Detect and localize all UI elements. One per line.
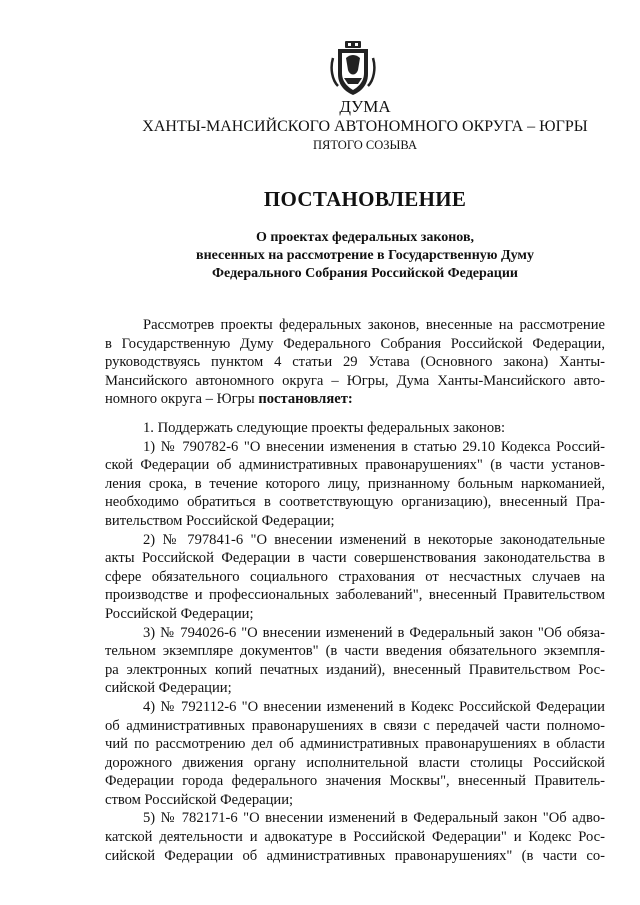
text-line: производстве и профессиональных заболеваний", внесенный Правительством xyxy=(105,587,605,604)
text-line: акты Российской Федерации в части совершенствования законодательства в xyxy=(105,550,605,567)
text-line: 2) № 797841-6 "О внесении изменений в некоторые законодательные xyxy=(143,531,605,548)
text-line: 1) № 790782-6 "О внесении изменения в статью 29.10 Кодекса Россий- xyxy=(143,438,605,455)
text-line: чий по рассмотрению дел об административных правонарушениях в области xyxy=(105,736,605,753)
text-line: ством Российской Федерации; xyxy=(105,791,294,808)
text-line: необходимо обратиться в соответствующую организацию), внесенный Пра- xyxy=(105,494,605,511)
text-line: ра электронных копий печатных изданий), внесенный Правительством Рос- xyxy=(105,661,605,678)
text-line: дорожного движения органу исполнительной власти столицы Российской xyxy=(105,754,605,771)
text-line: вительством Российской Федерации; xyxy=(105,512,335,529)
text-line: сийской Федерации об административных правонарушениях" (в части со- xyxy=(105,847,605,864)
org-title: ДУМА xyxy=(339,97,391,116)
text-line: руководствуясь пунктом 4 статьи 29 Устава (Основного закона) Ханты- xyxy=(105,354,605,371)
decision-word: постановляет: xyxy=(258,391,353,408)
text-line: 5) № 782171-6 "О внесении изменений в Федеральный закон "Об адво- xyxy=(143,810,605,827)
text-fragment: номного округа – Югры xyxy=(105,391,255,408)
text-line: ской Федерации об административных правонарушениях" (в части установ- xyxy=(105,457,605,474)
subject-line: О проектах федеральных законов, xyxy=(255,230,475,245)
text-line: 4) № 792112-6 "О внесении изменений в Кодекс Российской Федерации xyxy=(143,698,605,715)
text-line: 3) № 794026-6 "О внесении изменений в Федеральный закон "Об обяза- xyxy=(143,624,605,641)
text-line: Федерации города федерального значения Москвы", внесенный Правитель- xyxy=(105,773,605,790)
convocation: ПЯТОГО СОЗЫВА xyxy=(312,138,418,152)
org-name: ХАНТЫ-МАНСИЙСКОГО АВТОНОМНОГО ОКРУГА – ЮГРЫ xyxy=(142,118,588,135)
decision-items xyxy=(105,419,605,865)
text-line: Рассмотрев проекты федеральных законов, внесенные на рассмотрение xyxy=(143,317,605,333)
text-line: катской деятельности и адвокатуре в Российской Федерации" и Кодекс Рос- xyxy=(105,829,605,846)
intro-paragraph xyxy=(105,316,605,409)
text-line xyxy=(105,390,605,409)
text-line: тельном экземпляре документов" (в части введения обязательного экземпля- xyxy=(105,643,605,660)
subject-line: внесенных на рассмотрение в Государственную Думу xyxy=(196,248,534,263)
text-line: сийской Федерации; xyxy=(105,680,232,697)
text-line: 1. Поддержать следующие проекты федеральных законов: xyxy=(143,420,506,436)
document-subject xyxy=(45,229,640,283)
text-line: Мансийского автономного округа – Югры, Дума Ханты-Мансийского авто- xyxy=(105,372,605,389)
text-line: Российской Федерации; xyxy=(105,605,254,622)
text-line: в Государственную Думу Федерального Собрания Российской Федерации, xyxy=(105,335,605,352)
document-type: ПОСТАНОВЛЕНИЕ xyxy=(263,187,467,211)
coat-of-arms-icon xyxy=(330,40,376,96)
text-line: об административных правонарушениях в связи с передачей части полномо- xyxy=(105,717,605,734)
text-line: ления срока, в течение которого лицу, признанному больным наркоманией, xyxy=(105,475,605,492)
text-line: сфере обязательного социального страхования от несчастных случаев на xyxy=(105,568,605,585)
subject-line: Федерального Собрания Российской Федерации xyxy=(212,266,518,281)
